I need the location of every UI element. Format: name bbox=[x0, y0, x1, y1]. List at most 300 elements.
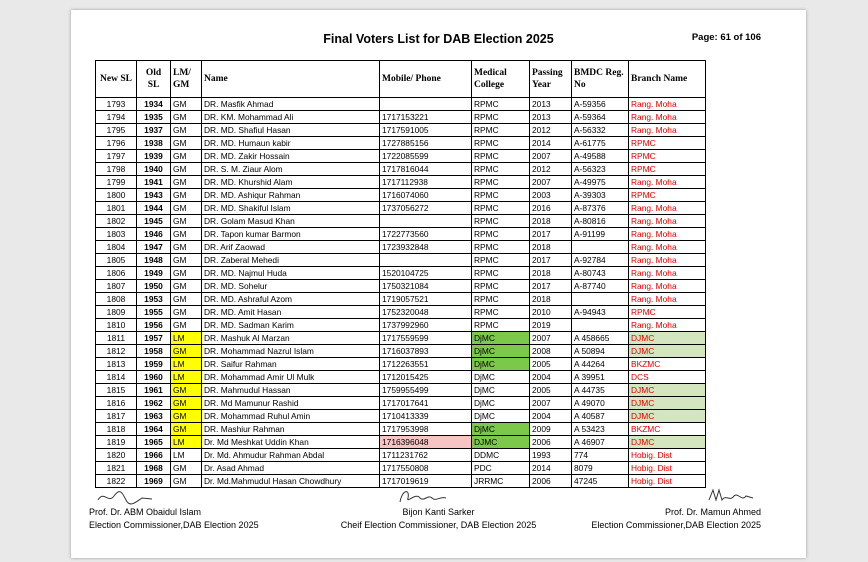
cell-year: 2018 bbox=[530, 215, 572, 228]
cell-branch: DJMC bbox=[629, 436, 706, 449]
cell-new-sl: 1819 bbox=[96, 436, 137, 449]
cell-new-sl: 1805 bbox=[96, 254, 137, 267]
cell-year: 1993 bbox=[530, 449, 572, 462]
cell-mobile: 1750321084 bbox=[380, 280, 472, 293]
table-row bbox=[96, 449, 706, 462]
cell-branch: Rang. Moha bbox=[629, 176, 706, 189]
cell-new-sl: 1809 bbox=[96, 306, 137, 319]
cell-name: Dr. Md.Mahmudul Hasan Chowdhury bbox=[202, 475, 380, 488]
cell-old-sl: 1963 bbox=[137, 410, 171, 423]
cell-name: DR. MD. Zakir Hossain bbox=[202, 150, 380, 163]
cell-new-sl: 1802 bbox=[96, 215, 137, 228]
cell-lm-gm: GM bbox=[171, 202, 202, 215]
table-row bbox=[96, 358, 706, 371]
cell-branch: RPMC bbox=[629, 150, 706, 163]
cell-name: DR. Golam Masud Khan bbox=[202, 215, 380, 228]
cell-old-sl: 1956 bbox=[137, 319, 171, 332]
cell-old-sl: 1959 bbox=[137, 358, 171, 371]
cell-bmdc: 47245 bbox=[572, 475, 629, 488]
cell-old-sl: 1958 bbox=[137, 345, 171, 358]
cell-mobile: 1717559599 bbox=[380, 332, 472, 345]
cell-branch: Hobig. Dist bbox=[629, 449, 706, 462]
cell-college: RPMC bbox=[472, 228, 530, 241]
page-number: Page: 61 of 106 bbox=[691, 32, 761, 43]
cell-mobile: 1717017641 bbox=[380, 397, 472, 410]
cell-branch: Rang. Moha bbox=[629, 254, 706, 267]
cell-year: 2018 bbox=[530, 241, 572, 254]
cell-name: DR. Mashuk Al Marzan bbox=[202, 332, 380, 345]
cell-mobile: 1717953998 bbox=[380, 423, 472, 436]
cell-lm-gm: GM bbox=[171, 163, 202, 176]
cell-new-sl: 1807 bbox=[96, 280, 137, 293]
cell-college: RPMC bbox=[472, 280, 530, 293]
cell-new-sl: 1796 bbox=[96, 137, 137, 150]
cell-name: DR. MD. Sohelur bbox=[202, 280, 380, 293]
cell-name: DR. Mohammad Ruhul Amin bbox=[202, 410, 380, 423]
cell-year: 2007 bbox=[530, 150, 572, 163]
cell-name: DR. MD. Shafiul Hasan bbox=[202, 124, 380, 137]
cell-mobile: 1717816044 bbox=[380, 163, 472, 176]
cell-college: RPMC bbox=[472, 111, 530, 124]
cell-college: JRRMC bbox=[472, 475, 530, 488]
cell-lm-gm: GM bbox=[171, 150, 202, 163]
cell-mobile: 1722085599 bbox=[380, 150, 472, 163]
cell-branch: Rang. Moha bbox=[629, 267, 706, 280]
cell-college: RPMC bbox=[472, 163, 530, 176]
signatory-left-role: Election Commissioner,DAB Election 2025 bbox=[89, 520, 259, 530]
cell-college: DjMC bbox=[472, 371, 530, 384]
cell-bmdc: A 49070 bbox=[572, 397, 629, 410]
cell-lm-gm: GM bbox=[171, 306, 202, 319]
cell-college: RPMC bbox=[472, 293, 530, 306]
cell-mobile: 1752320048 bbox=[380, 306, 472, 319]
cell-new-sl: 1815 bbox=[96, 384, 137, 397]
cell-name: DR. Mahmudul Hassan bbox=[202, 384, 380, 397]
cell-new-sl: 1811 bbox=[96, 332, 137, 345]
cell-name: DR. MD. Amit Hasan bbox=[202, 306, 380, 319]
cell-year: 2006 bbox=[530, 436, 572, 449]
cell-lm-gm: GM bbox=[171, 410, 202, 423]
cell-lm-gm: GM bbox=[171, 475, 202, 488]
cell-college: RPMC bbox=[472, 150, 530, 163]
cell-new-sl: 1816 bbox=[96, 397, 137, 410]
cell-branch: Rang. Moha bbox=[629, 228, 706, 241]
cell-name: DR. MD. Humaun kabir bbox=[202, 137, 380, 150]
cell-college: DjMC bbox=[472, 423, 530, 436]
cell-mobile: 1520104725 bbox=[380, 267, 472, 280]
signature-right bbox=[706, 484, 756, 506]
cell-mobile: 1737992960 bbox=[380, 319, 472, 332]
cell-year: 2003 bbox=[530, 189, 572, 202]
cell-new-sl: 1798 bbox=[96, 163, 137, 176]
cell-mobile: 1759955499 bbox=[380, 384, 472, 397]
cell-bmdc: A 44264 bbox=[572, 358, 629, 371]
cell-bmdc: A 40587 bbox=[572, 410, 629, 423]
cell-college: RPMC bbox=[472, 137, 530, 150]
cell-bmdc: A 50894 bbox=[572, 345, 629, 358]
cell-new-sl: 1806 bbox=[96, 267, 137, 280]
cell-lm-gm: GM bbox=[171, 124, 202, 137]
cell-mobile: 1712015425 bbox=[380, 371, 472, 384]
cell-bmdc: A 44735 bbox=[572, 384, 629, 397]
cell-old-sl: 1964 bbox=[137, 423, 171, 436]
cell-mobile: 1710413339 bbox=[380, 410, 472, 423]
cell-college: RPMC bbox=[472, 98, 530, 111]
cell-branch: BKZMC bbox=[629, 423, 706, 436]
cell-mobile: 1717112938 bbox=[380, 176, 472, 189]
cell-bmdc: A 39951 bbox=[572, 371, 629, 384]
page-title: Final Voters List for DAB Election 2025 bbox=[323, 32, 554, 46]
signatory-left-name: Prof. Dr. ABM Obaidul Islam bbox=[89, 507, 202, 517]
table-row bbox=[96, 202, 706, 215]
table-row bbox=[96, 319, 706, 332]
cell-bmdc: 774 bbox=[572, 449, 629, 462]
cell-mobile: 1716037893 bbox=[380, 345, 472, 358]
cell-old-sl: 1968 bbox=[137, 462, 171, 475]
cell-mobile: 1717019619 bbox=[380, 475, 472, 488]
cell-bmdc bbox=[572, 293, 629, 306]
signatory-center-name: Bijon Kanti Sarker bbox=[402, 507, 475, 517]
table-row bbox=[96, 306, 706, 319]
cell-lm-gm: GM bbox=[171, 111, 202, 124]
cell-name: DR. Mohammad Nazrul Islam bbox=[202, 345, 380, 358]
table-row bbox=[96, 124, 706, 137]
cell-year: 2007 bbox=[530, 176, 572, 189]
cell-year: 2018 bbox=[530, 267, 572, 280]
cell-new-sl: 1803 bbox=[96, 228, 137, 241]
cell-mobile: 1717550808 bbox=[380, 462, 472, 475]
cell-old-sl: 1934 bbox=[137, 98, 171, 111]
signatory-right-role: Election Commissioner,DAB Election 2025 bbox=[591, 520, 761, 530]
cell-mobile bbox=[380, 215, 472, 228]
table-row bbox=[96, 397, 706, 410]
cell-branch: DJMC bbox=[629, 332, 706, 345]
cell-lm-gm: GM bbox=[171, 397, 202, 410]
cell-old-sl: 1948 bbox=[137, 254, 171, 267]
cell-college: RPMC bbox=[472, 267, 530, 280]
cell-bmdc: A-80743 bbox=[572, 267, 629, 280]
cell-college: DjMC bbox=[472, 397, 530, 410]
cell-year: 2017 bbox=[530, 254, 572, 267]
cell-mobile: 1712263551 bbox=[380, 358, 472, 371]
cell-lm-gm: GM bbox=[171, 228, 202, 241]
cell-college: RPMC bbox=[472, 241, 530, 254]
cell-branch: Rang. Moha bbox=[629, 202, 706, 215]
cell-new-sl: 1814 bbox=[96, 371, 137, 384]
signatory-center-role: Cheif Election Commissioner, DAB Election 2025 bbox=[340, 520, 537, 530]
cell-old-sl: 1962 bbox=[137, 397, 171, 410]
cell-old-sl: 1947 bbox=[137, 241, 171, 254]
header-lm-gm: LM/ GM bbox=[171, 61, 202, 98]
cell-lm-gm: GM bbox=[171, 254, 202, 267]
cell-bmdc: A 458665 bbox=[572, 332, 629, 345]
cell-old-sl: 1938 bbox=[137, 137, 171, 150]
cell-year: 2005 bbox=[530, 358, 572, 371]
cell-lm-gm: GM bbox=[171, 319, 202, 332]
cell-new-sl: 1820 bbox=[96, 449, 137, 462]
voters-table bbox=[95, 60, 706, 488]
cell-bmdc: A-80816 bbox=[572, 215, 629, 228]
signature-center bbox=[396, 484, 451, 508]
cell-old-sl: 1953 bbox=[137, 293, 171, 306]
cell-branch: BKZMC bbox=[629, 358, 706, 371]
cell-branch: Hobig. Dist bbox=[629, 475, 706, 488]
cell-old-sl: 1945 bbox=[137, 215, 171, 228]
table-row bbox=[96, 384, 706, 397]
table-row bbox=[96, 410, 706, 423]
cell-college: RPMC bbox=[472, 215, 530, 228]
cell-bmdc: A-87740 bbox=[572, 280, 629, 293]
cell-lm-gm: GM bbox=[171, 280, 202, 293]
cell-bmdc: A 46907 bbox=[572, 436, 629, 449]
cell-branch: DJMC bbox=[629, 397, 706, 410]
cell-old-sl: 1961 bbox=[137, 384, 171, 397]
cell-branch: Rang. Moha bbox=[629, 215, 706, 228]
cell-year: 2017 bbox=[530, 228, 572, 241]
cell-old-sl: 1935 bbox=[137, 111, 171, 124]
cell-lm-gm: LM bbox=[171, 371, 202, 384]
cell-new-sl: 1799 bbox=[96, 176, 137, 189]
cell-name: DR. Zaberal Mehedi bbox=[202, 254, 380, 267]
cell-branch: Rang. Moha bbox=[629, 98, 706, 111]
cell-branch: RPMC bbox=[629, 137, 706, 150]
cell-old-sl: 1965 bbox=[137, 436, 171, 449]
cell-name: DR. Arif Zaowad bbox=[202, 241, 380, 254]
cell-name: DR. Md Mamunur Rashid bbox=[202, 397, 380, 410]
cell-mobile: 1711231762 bbox=[380, 449, 472, 462]
cell-name: DR. MD. Ashraful Azom bbox=[202, 293, 380, 306]
cell-old-sl: 1939 bbox=[137, 150, 171, 163]
cell-mobile bbox=[380, 98, 472, 111]
table-row bbox=[96, 345, 706, 358]
cell-lm-gm: GM bbox=[171, 189, 202, 202]
cell-name: DR. MD. Shakiful Islam bbox=[202, 202, 380, 215]
cell-branch: Rang. Moha bbox=[629, 124, 706, 137]
cell-year: 2007 bbox=[530, 332, 572, 345]
cell-mobile: 1727885156 bbox=[380, 137, 472, 150]
cell-new-sl: 1808 bbox=[96, 293, 137, 306]
table-row bbox=[96, 189, 706, 202]
table-row bbox=[96, 436, 706, 449]
cell-name: DR. S. M. Ziaur Alom bbox=[202, 163, 380, 176]
header-old-sl: Old SL bbox=[137, 61, 171, 98]
cell-mobile: 1716074060 bbox=[380, 189, 472, 202]
cell-bmdc: A-49975 bbox=[572, 176, 629, 189]
cell-mobile: 1722773560 bbox=[380, 228, 472, 241]
table-row bbox=[96, 111, 706, 124]
signatory-right-name: Prof. Dr. Mamun Ahmed bbox=[664, 507, 761, 517]
table-row bbox=[96, 267, 706, 280]
cell-name: DR. MD. Ashiqur Rahman bbox=[202, 189, 380, 202]
cell-new-sl: 1821 bbox=[96, 462, 137, 475]
table-row bbox=[96, 150, 706, 163]
cell-lm-gm: GM bbox=[171, 267, 202, 280]
cell-old-sl: 1950 bbox=[137, 280, 171, 293]
table-header-row bbox=[96, 61, 706, 98]
cell-lm-gm: GM bbox=[171, 345, 202, 358]
cell-name: DR. Saifur Rahman bbox=[202, 358, 380, 371]
cell-bmdc bbox=[572, 319, 629, 332]
cell-name: DR. Masfik Ahmad bbox=[202, 98, 380, 111]
table-row bbox=[96, 176, 706, 189]
cell-old-sl: 1960 bbox=[137, 371, 171, 384]
cell-old-sl: 1949 bbox=[137, 267, 171, 280]
cell-branch: Rang. Moha bbox=[629, 241, 706, 254]
cell-name: Dr. Md. Ahmudur Rahman Abdal bbox=[202, 449, 380, 462]
cell-name: Dr. Md Meshkat Uddin Khan bbox=[202, 436, 380, 449]
cell-mobile: 1719057521 bbox=[380, 293, 472, 306]
cell-mobile bbox=[380, 254, 472, 267]
cell-new-sl: 1818 bbox=[96, 423, 137, 436]
table-row bbox=[96, 137, 706, 150]
cell-name: DR. MD. Sadman Karim bbox=[202, 319, 380, 332]
cell-college: RPMC bbox=[472, 306, 530, 319]
cell-college: DjMC bbox=[472, 345, 530, 358]
cell-year: 2004 bbox=[530, 410, 572, 423]
cell-bmdc bbox=[572, 241, 629, 254]
cell-old-sl: 1966 bbox=[137, 449, 171, 462]
cell-branch: Hobig. Dist bbox=[629, 462, 706, 475]
cell-college: RPMC bbox=[472, 176, 530, 189]
cell-year: 2016 bbox=[530, 202, 572, 215]
cell-name: DR. Mohammad Amir Ul Mulk bbox=[202, 371, 380, 384]
cell-bmdc: A-94943 bbox=[572, 306, 629, 319]
cell-new-sl: 1793 bbox=[96, 98, 137, 111]
cell-year: 2013 bbox=[530, 98, 572, 111]
cell-lm-gm: LM bbox=[171, 449, 202, 462]
cell-old-sl: 1946 bbox=[137, 228, 171, 241]
cell-college: PDC bbox=[472, 462, 530, 475]
cell-college: RPMC bbox=[472, 124, 530, 137]
header-year: Passing Year bbox=[530, 61, 572, 98]
cell-branch: DJMC bbox=[629, 410, 706, 423]
cell-year: 2013 bbox=[530, 111, 572, 124]
cell-college: DjMC bbox=[472, 332, 530, 345]
cell-college: RPMC bbox=[472, 202, 530, 215]
cell-lm-gm: LM bbox=[171, 358, 202, 371]
cell-new-sl: 1822 bbox=[96, 475, 137, 488]
cell-mobile: 1737056272 bbox=[380, 202, 472, 215]
cell-lm-gm: GM bbox=[171, 98, 202, 111]
cell-branch: RPMC bbox=[629, 306, 706, 319]
table-row bbox=[96, 371, 706, 384]
cell-name: DR. Tapon kumar Barmon bbox=[202, 228, 380, 241]
table-row bbox=[96, 98, 706, 111]
cell-bmdc: A-91199 bbox=[572, 228, 629, 241]
cell-bmdc: A-92784 bbox=[572, 254, 629, 267]
cell-bmdc: A-56323 bbox=[572, 163, 629, 176]
cell-year: 2007 bbox=[530, 397, 572, 410]
cell-new-sl: 1797 bbox=[96, 150, 137, 163]
cell-year: 2012 bbox=[530, 124, 572, 137]
cell-bmdc: A-59356 bbox=[572, 98, 629, 111]
cell-new-sl: 1812 bbox=[96, 345, 137, 358]
header-mobile: Mobile/ Phone bbox=[380, 61, 472, 98]
cell-new-sl: 1810 bbox=[96, 319, 137, 332]
cell-bmdc: A-61775 bbox=[572, 137, 629, 150]
header-college: Medical College bbox=[472, 61, 530, 98]
cell-lm-gm: GM bbox=[171, 384, 202, 397]
cell-year: 2006 bbox=[530, 475, 572, 488]
cell-bmdc: A-87376 bbox=[572, 202, 629, 215]
cell-lm-gm: GM bbox=[171, 293, 202, 306]
cell-college: DjMC bbox=[472, 384, 530, 397]
cell-bmdc: A-39303 bbox=[572, 189, 629, 202]
cell-bmdc: A-56332 bbox=[572, 124, 629, 137]
cell-year: 2019 bbox=[530, 319, 572, 332]
document-page bbox=[71, 10, 806, 558]
cell-lm-gm: GM bbox=[171, 423, 202, 436]
cell-branch: DJMC bbox=[629, 384, 706, 397]
table-row bbox=[96, 280, 706, 293]
cell-lm-gm: GM bbox=[171, 176, 202, 189]
cell-year: 2010 bbox=[530, 306, 572, 319]
cell-lm-gm: GM bbox=[171, 137, 202, 150]
cell-name: DR. MD. Najmul Huda bbox=[202, 267, 380, 280]
cell-new-sl: 1804 bbox=[96, 241, 137, 254]
table-row bbox=[96, 163, 706, 176]
cell-old-sl: 1940 bbox=[137, 163, 171, 176]
table-row bbox=[96, 254, 706, 267]
cell-name: DR. Mashiur Rahman bbox=[202, 423, 380, 436]
signature-left bbox=[96, 486, 156, 508]
cell-branch: RPMC bbox=[629, 163, 706, 176]
cell-branch: Rang. Moha bbox=[629, 111, 706, 124]
cell-year: 2008 bbox=[530, 345, 572, 358]
cell-old-sl: 1969 bbox=[137, 475, 171, 488]
cell-mobile: 1716396048 bbox=[380, 436, 472, 449]
cell-college: RPMC bbox=[472, 319, 530, 332]
cell-year: 2009 bbox=[530, 423, 572, 436]
cell-college: DjMC bbox=[472, 410, 530, 423]
cell-new-sl: 1794 bbox=[96, 111, 137, 124]
cell-old-sl: 1957 bbox=[137, 332, 171, 345]
cell-mobile: 1717591005 bbox=[380, 124, 472, 137]
header-name: Name bbox=[202, 61, 380, 98]
cell-bmdc: A-49588 bbox=[572, 150, 629, 163]
cell-lm-gm: GM bbox=[171, 241, 202, 254]
table-row bbox=[96, 228, 706, 241]
cell-new-sl: 1801 bbox=[96, 202, 137, 215]
cell-year: 2018 bbox=[530, 293, 572, 306]
cell-branch: RPMC bbox=[629, 189, 706, 202]
cell-year: 2004 bbox=[530, 371, 572, 384]
cell-mobile: 1723932848 bbox=[380, 241, 472, 254]
cell-branch: DJMC bbox=[629, 345, 706, 358]
table-row bbox=[96, 215, 706, 228]
cell-old-sl: 1941 bbox=[137, 176, 171, 189]
cell-new-sl: 1817 bbox=[96, 410, 137, 423]
cell-old-sl: 1943 bbox=[137, 189, 171, 202]
header-branch: Branch Name bbox=[629, 61, 706, 98]
cell-new-sl: 1800 bbox=[96, 189, 137, 202]
cell-old-sl: 1944 bbox=[137, 202, 171, 215]
header-bmdc: BMDC Reg. No bbox=[572, 61, 629, 98]
cell-college: DjMC bbox=[472, 358, 530, 371]
cell-year: 2014 bbox=[530, 462, 572, 475]
cell-lm-gm: GM bbox=[171, 462, 202, 475]
cell-year: 2017 bbox=[530, 280, 572, 293]
cell-college: DJMC bbox=[472, 436, 530, 449]
header-new-sl: New SL bbox=[96, 61, 137, 98]
table-row bbox=[96, 293, 706, 306]
cell-bmdc: 8079 bbox=[572, 462, 629, 475]
cell-name: Dr. Asad Ahmad bbox=[202, 462, 380, 475]
cell-lm-gm: LM bbox=[171, 436, 202, 449]
cell-bmdc: A-59364 bbox=[572, 111, 629, 124]
cell-year: 2012 bbox=[530, 163, 572, 176]
cell-name: DR. MD. Khurshid Alam bbox=[202, 176, 380, 189]
